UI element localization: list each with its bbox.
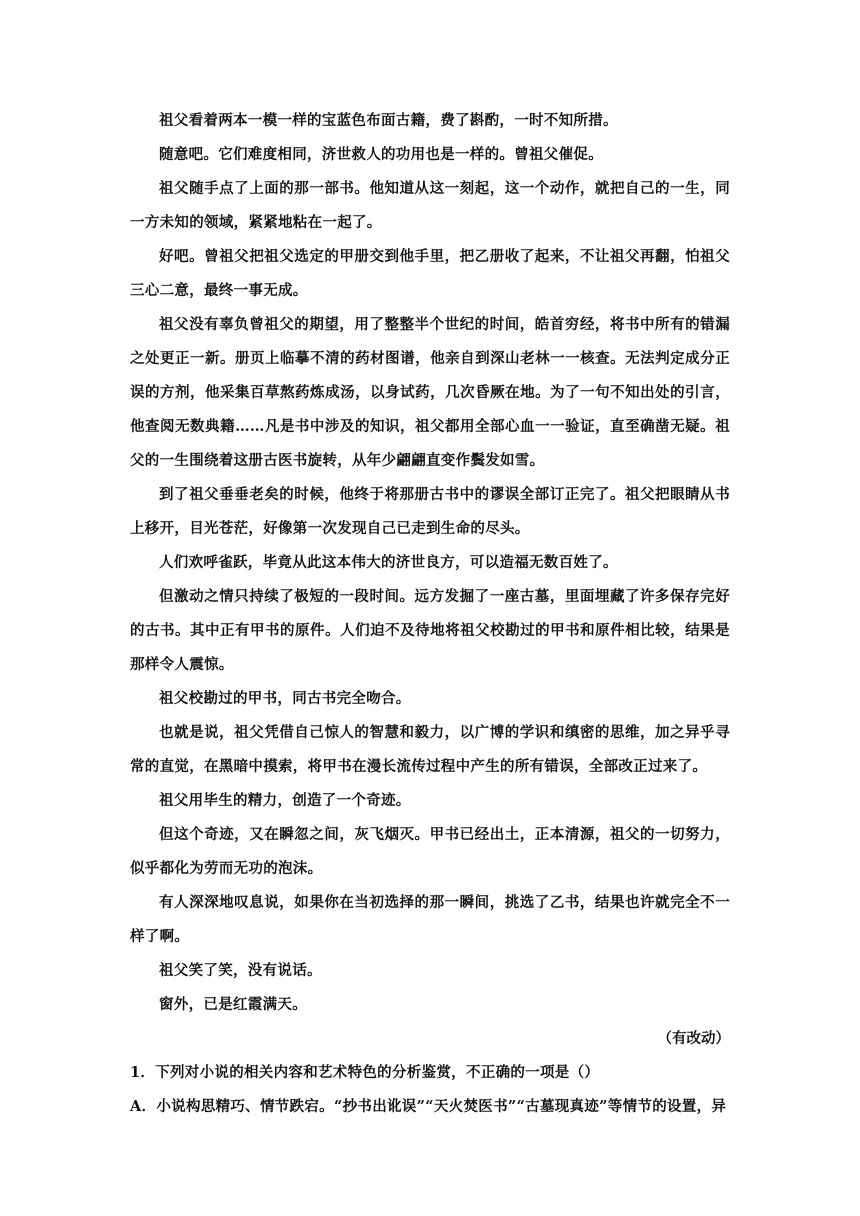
paragraph: 到了祖父垂垂老矣的时候，他终于将那册古书中的谬误全部订正完了。祖父把眼睛从书上移开，目光苍茫，好像第一次发现自己已走到生命的尽头。 [130, 486, 730, 537]
source-note: （有改动） [657, 1030, 730, 1047]
paragraph: 祖父笑了笑，没有说话。 [159, 962, 322, 979]
paragraph: 祖父用毕生的精力，创造了一个奇迹。 [159, 792, 411, 809]
paragraph: 但这个奇迹，又在瞬忽之间，灰飞烟灭。甲书已经出土，正本清源，祖父的一切努力，似乎都化为劳而无功的泡沫。 [130, 826, 730, 877]
paragraph: 好吧。曾祖父把祖父选定的甲册交到他手里，把乙册收了起来，不让祖父再翻，怕祖父三心二意，最终一事无成。 [130, 248, 730, 299]
paragraph: 祖父看着两本一模一样的宝蓝色布面古籍，费了斟酌，一时不知所措。 [159, 112, 618, 129]
paragraph: 祖父没有辜负曾祖父的期望，用了整整半个世纪的时间，皓首穷经，将书中所有的错漏之处更正一新。册页上临摹不清的药材图谱，他亲自到深山老林一一核查。无法判定成分正误的方剂，他采集百草熬药炼成汤，以身试药，几次昏厥在地。为了一句不知出处的引言，他查阅无数典籍……凡是书中涉及的知识，祖父都用全部心血一一验证，直至确凿无疑。祖父的一生围绕着这册古医书旋转，从年少翩翩直变作鬓发如雪。 [130, 316, 730, 469]
document-body [130, 104, 730, 1124]
paragraph: 祖父随手点了上面的那一部书。他知道从这一刻起，这一个动作，就把自己的一生，同一方未知的领域，紧紧地粘在一起了。 [130, 180, 730, 231]
question-option-a: A．小说构思精巧、情节跌宕。“抄书出讹误”“天火焚医书”“古墓现真迹”等情节的设置，异 [130, 1098, 727, 1115]
paragraph: 祖父校勘过的甲书，同古书完全吻合。 [159, 690, 411, 707]
paragraph: 随意吧。它们难度相同，济世救人的功用也是一样的。曾祖父催促。 [159, 146, 603, 163]
question-stem: 1．下列对小说的相关内容和艺术特色的分析鉴赏，不正确的一项是（） [130, 1064, 600, 1081]
paragraph: 人们欢呼雀跃，毕竟从此这本伟大的济世良方，可以造福无数百姓了。 [159, 554, 618, 571]
paragraph: 但激动之情只持续了极短的一段时间。远方发掘了一座古墓，里面埋藏了许多保存完好的古书。其中正有甲书的原件。人们迫不及待地将祖父校勘过的甲书和原件相比较，结果是那样令人震惊。 [130, 588, 730, 673]
paragraph: 也就是说，祖父凭借自己惊人的智慧和毅力，以广博的学识和缜密的思维，加之异乎寻常的直觉，在黑暗中摸索，将甲书在漫长流传过程中产生的所有错误，全部改正过来了。 [130, 724, 730, 775]
paragraph: 有人深深地叹息说，如果你在当初选择的那一瞬间，挑选了乙书，结果也许就完全不一样了啊。 [130, 894, 730, 945]
paragraph: 窗外，已是红霞满天。 [159, 996, 307, 1013]
